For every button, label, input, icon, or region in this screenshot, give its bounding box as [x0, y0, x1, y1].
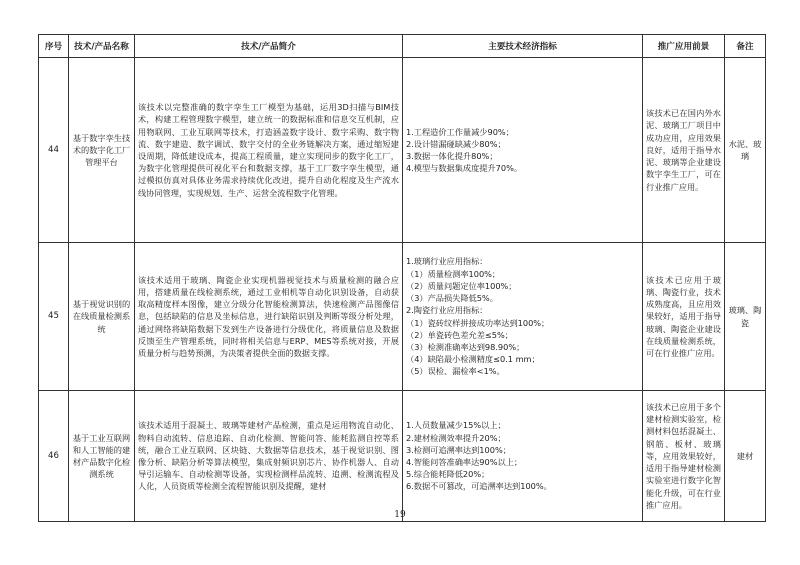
indicator-line: 5.综合能耗降低20%； — [406, 469, 490, 480]
indicator-line: 4.智能问答准确率达90%以上； — [406, 457, 523, 467]
indicator-line: （1）质量检测率100%； — [406, 268, 501, 279]
indicator-line: （3）产品损失降低5%。 — [406, 293, 498, 304]
row-intro: 该技术以完整准确的数字孪生工厂模型为基础，运用3D扫描与BIM技术，构建工程管理数字模型，建立统一的数据标准和信息交互机制，应用物联网、工业互联网等技术，打造涵盖数字设计、数字采购、数字物流、数字建造、数字调试、数字交付的全业务链解决方案，通过缩短建设周期，降低建设成本，提高工程质量，建立实现同步的数字化工厂，为数字化管理提供可视化平台和数据支撑，基于工厂数字孪生模型，通过模拟仿真对具体业务需求持续优化改进，提升自动化程度及生产流水线协同管理，实现规划、生产、运营全流程数字化管理。 — [135, 58, 403, 243]
indicator-line: （3）检测准确率达到98.90%； — [406, 341, 525, 352]
table-row — [39, 243, 766, 391]
indicator-line: 6.数据不可篡改，可追溯率达到100%。 — [406, 481, 552, 492]
header-no: 序号 — [39, 35, 69, 58]
indicator-line: 2.陶瓷行业应用指标： — [406, 305, 488, 316]
indicator-line: 1.工程造价工作量减少90%； — [406, 126, 514, 137]
indicator-line: 2.设计错漏碰缺减少80%； — [406, 138, 506, 149]
row-number: 44 — [39, 58, 69, 243]
table-row — [39, 391, 766, 522]
indicator-line: （5）误检、漏检率<1%。 — [406, 366, 505, 377]
row-name: 基于工业互联网和人工智能的建材产品数字化检测系统 — [69, 391, 135, 522]
header-name: 技术/产品名称 — [69, 35, 135, 58]
row-name: 基于视觉识别的在线质量检测系统 — [69, 243, 135, 391]
indicator-line: （4）缺陷最小检测精度≤0.1 mm； — [406, 354, 540, 365]
row-remark: 建材 — [725, 391, 766, 522]
row-remark: 玻璃、陶瓷 — [725, 243, 766, 391]
row-prospect: 该技术已应用于多个建材检测实验室，检测材料包括混凝土、钢筋、板材、玻璃等，应用效果较好，适用于指导建材检测实验室进行数字化智能化升级，可在行业推广应用。 — [643, 391, 725, 522]
indicator-line: （2）质量问题定位率100%； — [406, 280, 517, 291]
row-indicators — [403, 391, 643, 522]
row-prospect: 该技术已在国内外水泥、玻璃工厂项目中成功应用，应用效果良好，适用于指导水泥、玻璃等企业建设数字孪生工厂，可在行业推广应用。 — [643, 58, 725, 243]
row-remark: 水泥、玻璃 — [725, 58, 766, 243]
row-indicators — [403, 58, 643, 243]
table-header-row — [39, 35, 766, 58]
row-intro: 该技术适用于混凝土、玻璃等建材产品检测，重点是运用物流自动化、物料自动流转、信息追踪、自动化检测、智能问答、能耗监测自控等系统，融合工业互联网、区块链、大数据等信息技术，基于视觉识别、图像分析、缺陷分析等算法模型，集成射频识别芯片、协作机器人、自动导引运输车、自动检测等设备，实现检测样品流转、追溯、检测流程及人化，人员资质等检测全流程智能识别及提醒，建材 — [135, 391, 403, 522]
row-indicators — [403, 243, 643, 391]
header-prospect: 推广应用前景 — [643, 35, 725, 58]
row-number: 46 — [39, 391, 69, 522]
indicator-line: 1.玻璃行业应用指标： — [406, 256, 488, 267]
header-indicators: 主要技术经济指标 — [403, 35, 643, 58]
indicator-line: 1.人员数量减少15%以上； — [406, 420, 506, 431]
indicator-line: 4.模型与数据集成度提升70%。 — [406, 163, 523, 174]
row-prospect: 该技术已应用于玻璃、陶瓷行业，技术成熟度高，且应用效果较好，适用于指导玻璃、陶瓷企业建设在线质量检测系统，可在行业推广应用。 — [643, 243, 725, 391]
table-row — [39, 58, 766, 243]
header-intro: 技术/产品简介 — [135, 35, 403, 58]
header-remark: 备注 — [725, 35, 766, 58]
indicator-line: 3.数据一体化提升80%； — [406, 151, 498, 161]
page-number: 19 — [394, 510, 406, 520]
row-intro: 该技术适用于玻璃、陶瓷企业实现机器视觉技术与质量检测的融合应用，搭建质量在线检测系统，通过工业相机等自动化识别设备，自动获取高精度样本图像，建立分级分化智能检测算法，快速检测产品图像信息，包括缺陷的信息及坐标信息，进行缺陷识别及判断等级分析处理，通过网络将缺陷数据下发到生产设备进行分级优化，将质量信息及数据反馈至生产管理系统，同时将相关信息与ERP、MES等系统对接，开展质量分析与趋势预测，为决策者提供全面的数据支撑。 — [135, 243, 403, 391]
technology-table — [38, 34, 766, 522]
indicator-line: （1）瓷砖纹样拼接成功率达到100%； — [406, 317, 550, 328]
indicator-line: 3.检测可追溯率达到100%； — [406, 444, 511, 455]
row-name: 基于数字孪生技术的数字化工厂管理平台 — [69, 58, 135, 243]
indicator-line: 2.建材检测效率提升20%； — [406, 432, 506, 443]
row-number: 45 — [39, 243, 69, 391]
indicator-line: （2）单瓷砖色差允差≤5%； — [406, 329, 513, 340]
